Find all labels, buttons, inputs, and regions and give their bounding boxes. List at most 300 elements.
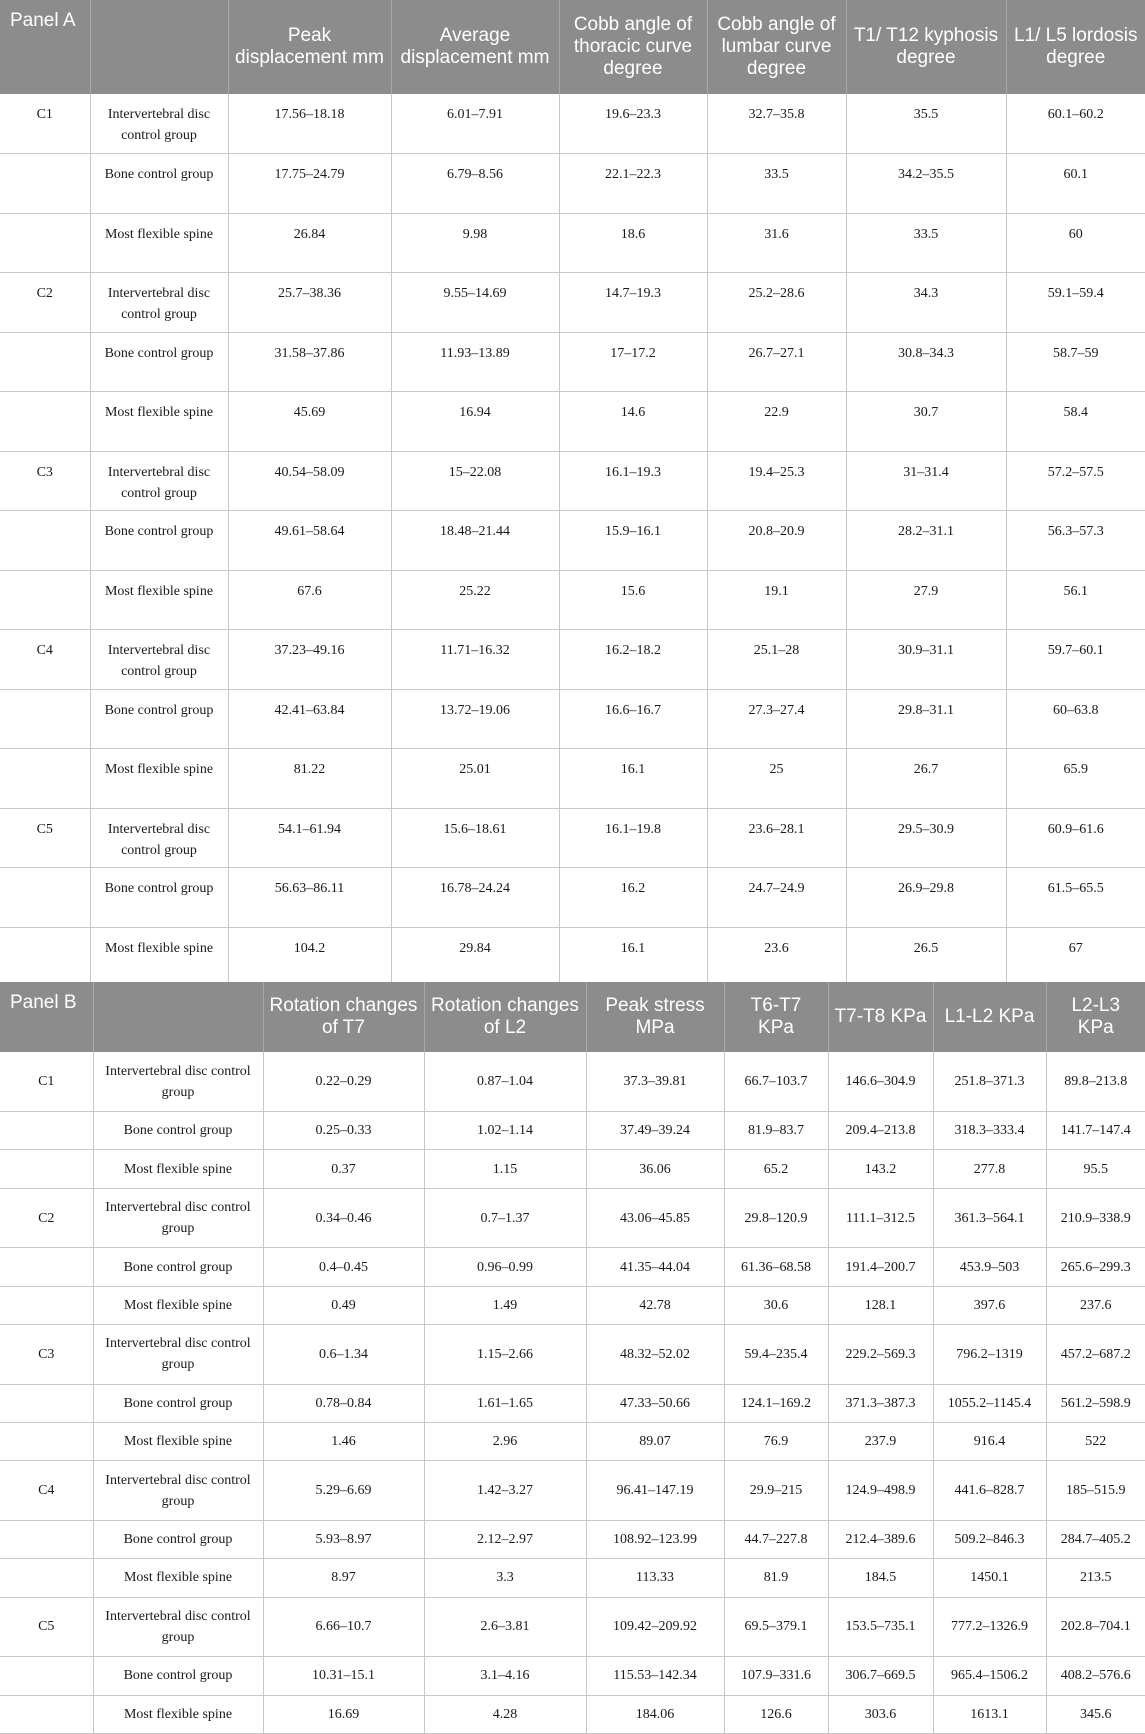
- panel-b-header-4: Peak stress MPa: [586, 982, 724, 1052]
- value-cell: 1.02–1.14: [424, 1112, 586, 1150]
- value-cell: 777.2–1326.9: [933, 1597, 1046, 1657]
- value-cell: 0.34–0.46: [263, 1188, 424, 1248]
- value-cell: 31.6: [707, 213, 846, 273]
- value-cell: 18.48–21.44: [391, 511, 559, 571]
- value-cell: 15.9–16.1: [559, 511, 707, 571]
- value-cell: 76.9: [724, 1422, 828, 1460]
- value-cell: 48.32–52.02: [586, 1325, 724, 1385]
- value-cell: 14.7–19.3: [559, 273, 707, 333]
- panel-a-body: [0, 94, 1145, 987]
- panel-a-header-0: Panel A: [0, 0, 90, 94]
- value-cell: 13.72–19.06: [391, 689, 559, 749]
- value-cell: 28.2–31.1: [846, 511, 1006, 571]
- table-row: [0, 1597, 1145, 1657]
- group-label: Most flexible spine: [93, 1695, 263, 1733]
- group-label: Most flexible spine: [90, 927, 228, 987]
- value-cell: 95.5: [1046, 1150, 1145, 1188]
- group-label: Bone control group: [90, 868, 228, 928]
- value-cell: 104.2: [228, 927, 391, 987]
- table-row: [0, 94, 1145, 154]
- group-label: Intervertebral disc control group: [90, 451, 228, 511]
- panel-a-header-7: L1/ L5 lordosis degree: [1006, 0, 1145, 94]
- value-cell: 916.4: [933, 1422, 1046, 1460]
- case-label: [0, 1657, 93, 1695]
- value-cell: 345.6: [1046, 1695, 1145, 1733]
- value-cell: 153.5–735.1: [828, 1597, 933, 1657]
- table-row: [0, 273, 1145, 333]
- case-label: [0, 1112, 93, 1150]
- value-cell: 16.2: [559, 868, 707, 928]
- value-cell: 2.12–2.97: [424, 1520, 586, 1558]
- value-cell: 37.23–49.16: [228, 630, 391, 690]
- value-cell: 108.92–123.99: [586, 1520, 724, 1558]
- value-cell: 26.84: [228, 213, 391, 273]
- value-cell: 109.42–209.92: [586, 1597, 724, 1657]
- value-cell: 128.1: [828, 1286, 933, 1324]
- value-cell: 29.9–215: [724, 1461, 828, 1521]
- panel-b-header-8: L2-L3 KPa: [1046, 982, 1145, 1052]
- value-cell: 67: [1006, 927, 1145, 987]
- value-cell: 22.9: [707, 392, 846, 452]
- table-row: [0, 689, 1145, 749]
- value-cell: 37.49–39.24: [586, 1112, 724, 1150]
- value-cell: 8.97: [263, 1559, 424, 1597]
- value-cell: 17.75–24.79: [228, 154, 391, 214]
- value-cell: 30.7: [846, 392, 1006, 452]
- group-label: Most flexible spine: [90, 749, 228, 809]
- value-cell: 16.1–19.3: [559, 451, 707, 511]
- value-cell: 29.84: [391, 927, 559, 987]
- value-cell: 65.2: [724, 1150, 828, 1188]
- value-cell: 5.93–8.97: [263, 1520, 424, 1558]
- case-label: [0, 154, 90, 214]
- value-cell: 441.6–828.7: [933, 1461, 1046, 1521]
- value-cell: 965.4–1506.2: [933, 1657, 1046, 1695]
- value-cell: 37.3–39.81: [586, 1052, 724, 1112]
- value-cell: 69.5–379.1: [724, 1597, 828, 1657]
- value-cell: 107.9–331.6: [724, 1657, 828, 1695]
- case-label: C2: [0, 273, 90, 333]
- value-cell: 96.41–147.19: [586, 1461, 724, 1521]
- group-label: Most flexible spine: [90, 570, 228, 630]
- value-cell: 11.93–13.89: [391, 332, 559, 392]
- panel-b-header-3: Rotation changes of L2: [424, 982, 586, 1052]
- group-label: Bone control group: [93, 1520, 263, 1558]
- table-row: [0, 808, 1145, 868]
- value-cell: 126.6: [724, 1695, 828, 1733]
- panel-a-header-5: Cobb angle of lumbar curve degree: [707, 0, 846, 94]
- value-cell: 1613.1: [933, 1695, 1046, 1733]
- value-cell: 81.9–83.7: [724, 1112, 828, 1150]
- table-row: [0, 1286, 1145, 1324]
- value-cell: 16.78–24.24: [391, 868, 559, 928]
- value-cell: 0.49: [263, 1286, 424, 1324]
- table-row: [0, 451, 1145, 511]
- value-cell: 43.06–45.85: [586, 1188, 724, 1248]
- table-row: [0, 1461, 1145, 1521]
- value-cell: 10.31–15.1: [263, 1657, 424, 1695]
- value-cell: 3.1–4.16: [424, 1657, 586, 1695]
- panel-b-header-7: L1-L2 KPa: [933, 982, 1046, 1052]
- value-cell: 6.79–8.56: [391, 154, 559, 214]
- value-cell: 26.7: [846, 749, 1006, 809]
- value-cell: 58.7–59: [1006, 332, 1145, 392]
- value-cell: 26.7–27.1: [707, 332, 846, 392]
- case-label: C3: [0, 451, 90, 511]
- value-cell: 1.61–1.65: [424, 1384, 586, 1422]
- table-row: [0, 392, 1145, 452]
- value-cell: 19.6–23.3: [559, 94, 707, 154]
- value-cell: 2.96: [424, 1422, 586, 1460]
- value-cell: 1.15–2.66: [424, 1325, 586, 1385]
- value-cell: 318.3–333.4: [933, 1112, 1046, 1150]
- panel-a-header-2: Peak displacement mm: [228, 0, 391, 94]
- value-cell: 1450.1: [933, 1559, 1046, 1597]
- table-row: [0, 1422, 1145, 1460]
- value-cell: 141.7–147.4: [1046, 1112, 1145, 1150]
- value-cell: 9.98: [391, 213, 559, 273]
- panel-a-header-1: [90, 0, 228, 94]
- value-cell: 25.1–28: [707, 630, 846, 690]
- table-row: [0, 630, 1145, 690]
- case-label: [0, 213, 90, 273]
- case-label: C1: [0, 94, 90, 154]
- group-label: Intervertebral disc control group: [90, 630, 228, 690]
- value-cell: 361.3–564.1: [933, 1188, 1046, 1248]
- value-cell: 6.01–7.91: [391, 94, 559, 154]
- value-cell: 306.7–669.5: [828, 1657, 933, 1695]
- value-cell: 265.6–299.3: [1046, 1248, 1145, 1286]
- value-cell: 4.28: [424, 1695, 586, 1733]
- group-label: Intervertebral disc control group: [93, 1325, 263, 1385]
- value-cell: 54.1–61.94: [228, 808, 391, 868]
- value-cell: 457.2–687.2: [1046, 1325, 1145, 1385]
- table-row: [0, 1695, 1145, 1733]
- value-cell: 60.1–60.2: [1006, 94, 1145, 154]
- table-row: [0, 332, 1145, 392]
- table-row: [0, 570, 1145, 630]
- value-cell: 56.3–57.3: [1006, 511, 1145, 571]
- value-cell: 11.71–16.32: [391, 630, 559, 690]
- case-label: [0, 1384, 93, 1422]
- value-cell: 115.53–142.34: [586, 1657, 724, 1695]
- case-label: [0, 1150, 93, 1188]
- value-cell: 14.6: [559, 392, 707, 452]
- panel-b-header-1: [93, 982, 263, 1052]
- group-label: Intervertebral disc control group: [90, 273, 228, 333]
- panel-a-header-3: Average displacement mm: [391, 0, 559, 94]
- value-cell: 47.33–50.66: [586, 1384, 724, 1422]
- case-label: [0, 1422, 93, 1460]
- group-label: Bone control group: [93, 1384, 263, 1422]
- value-cell: 30.8–34.3: [846, 332, 1006, 392]
- value-cell: 561.2–598.9: [1046, 1384, 1145, 1422]
- table-row: [0, 1657, 1145, 1695]
- case-label: [0, 332, 90, 392]
- value-cell: 89.07: [586, 1422, 724, 1460]
- value-cell: 522: [1046, 1422, 1145, 1460]
- value-cell: 213.5: [1046, 1559, 1145, 1597]
- case-label: [0, 1520, 93, 1558]
- table-row: [0, 1248, 1145, 1286]
- value-cell: 1055.2–1145.4: [933, 1384, 1046, 1422]
- table-row: [0, 749, 1145, 809]
- table-row: [0, 154, 1145, 214]
- value-cell: 0.96–0.99: [424, 1248, 586, 1286]
- panel-b-header-0: Panel B: [0, 982, 93, 1052]
- value-cell: 284.7–405.2: [1046, 1520, 1145, 1558]
- value-cell: 81.9: [724, 1559, 828, 1597]
- value-cell: 31.58–37.86: [228, 332, 391, 392]
- case-label: C4: [0, 1461, 93, 1521]
- value-cell: 26.5: [846, 927, 1006, 987]
- value-cell: 16.1: [559, 927, 707, 987]
- panel-a-header-row: [0, 0, 1145, 94]
- value-cell: 32.7–35.8: [707, 94, 846, 154]
- value-cell: 34.3: [846, 273, 1006, 333]
- value-cell: 66.7–103.7: [724, 1052, 828, 1112]
- value-cell: 0.4–0.45: [263, 1248, 424, 1286]
- group-label: Bone control group: [90, 689, 228, 749]
- value-cell: 124.1–169.2: [724, 1384, 828, 1422]
- value-cell: 113.33: [586, 1559, 724, 1597]
- value-cell: 303.6: [828, 1695, 933, 1733]
- value-cell: 184.06: [586, 1695, 724, 1733]
- table-row: [0, 1052, 1145, 1112]
- value-cell: 59.7–60.1: [1006, 630, 1145, 690]
- case-label: C2: [0, 1188, 93, 1248]
- value-cell: 0.22–0.29: [263, 1052, 424, 1112]
- value-cell: 40.54–58.09: [228, 451, 391, 511]
- value-cell: 60.1: [1006, 154, 1145, 214]
- case-label: [0, 570, 90, 630]
- case-label: [0, 689, 90, 749]
- value-cell: 61.5–65.5: [1006, 868, 1145, 928]
- value-cell: 0.87–1.04: [424, 1052, 586, 1112]
- group-label: Most flexible spine: [93, 1150, 263, 1188]
- value-cell: 202.8–704.1: [1046, 1597, 1145, 1657]
- group-label: Bone control group: [90, 154, 228, 214]
- value-cell: 24.7–24.9: [707, 868, 846, 928]
- value-cell: 57.2–57.5: [1006, 451, 1145, 511]
- value-cell: 56.1: [1006, 570, 1145, 630]
- value-cell: 30.6: [724, 1286, 828, 1324]
- value-cell: 0.78–0.84: [263, 1384, 424, 1422]
- value-cell: 17–17.2: [559, 332, 707, 392]
- table-row: [0, 1112, 1145, 1150]
- value-cell: 237.9: [828, 1422, 933, 1460]
- group-label: Bone control group: [90, 511, 228, 571]
- value-cell: 59.1–59.4: [1006, 273, 1145, 333]
- case-label: C1: [0, 1052, 93, 1112]
- value-cell: 25: [707, 749, 846, 809]
- case-label: [0, 1695, 93, 1733]
- value-cell: 16.69: [263, 1695, 424, 1733]
- value-cell: 19.1: [707, 570, 846, 630]
- value-cell: 34.2–35.5: [846, 154, 1006, 214]
- table-row: [0, 1559, 1145, 1597]
- value-cell: 60–63.8: [1006, 689, 1145, 749]
- group-label: Most flexible spine: [93, 1286, 263, 1324]
- panel-a-header-6: T1/ T12 kyphosis degree: [846, 0, 1006, 94]
- value-cell: 796.2–1319: [933, 1325, 1046, 1385]
- value-cell: 81.22: [228, 749, 391, 809]
- value-cell: 16.1–19.8: [559, 808, 707, 868]
- value-cell: 3.3: [424, 1559, 586, 1597]
- value-cell: 29.8–120.9: [724, 1188, 828, 1248]
- value-cell: 453.9–503: [933, 1248, 1046, 1286]
- value-cell: 45.69: [228, 392, 391, 452]
- value-cell: 61.36–68.58: [724, 1248, 828, 1286]
- value-cell: 20.8–20.9: [707, 511, 846, 571]
- value-cell: 210.9–338.9: [1046, 1188, 1145, 1248]
- value-cell: 0.6–1.34: [263, 1325, 424, 1385]
- value-cell: 146.6–304.9: [828, 1052, 933, 1112]
- value-cell: 89.8–213.8: [1046, 1052, 1145, 1112]
- value-cell: 212.4–389.6: [828, 1520, 933, 1558]
- group-label: Intervertebral disc control group: [93, 1597, 263, 1657]
- value-cell: 509.2–846.3: [933, 1520, 1046, 1558]
- value-cell: 16.94: [391, 392, 559, 452]
- group-label: Intervertebral disc control group: [93, 1188, 263, 1248]
- case-label: [0, 1248, 93, 1286]
- value-cell: 6.66–10.7: [263, 1597, 424, 1657]
- value-cell: 5.29–6.69: [263, 1461, 424, 1521]
- panel-b-header-row: [0, 982, 1145, 1052]
- value-cell: 60: [1006, 213, 1145, 273]
- table-row: [0, 1325, 1145, 1385]
- case-label: [0, 749, 90, 809]
- value-cell: 42.78: [586, 1286, 724, 1324]
- value-cell: 26.9–29.8: [846, 868, 1006, 928]
- case-label: [0, 511, 90, 571]
- table-row: [0, 927, 1145, 987]
- value-cell: 251.8–371.3: [933, 1052, 1046, 1112]
- value-cell: 15.6–18.61: [391, 808, 559, 868]
- value-cell: 16.2–18.2: [559, 630, 707, 690]
- value-cell: 59.4–235.4: [724, 1325, 828, 1385]
- panel-b-header-2: Rotation changes of T7: [263, 982, 424, 1052]
- panel-b-table: [0, 982, 1145, 1734]
- value-cell: 1.46: [263, 1422, 424, 1460]
- group-label: Bone control group: [90, 332, 228, 392]
- case-label: C4: [0, 630, 90, 690]
- value-cell: 67.6: [228, 570, 391, 630]
- value-cell: 397.6: [933, 1286, 1046, 1324]
- value-cell: 184.5: [828, 1559, 933, 1597]
- value-cell: 33.5: [707, 154, 846, 214]
- value-cell: 23.6: [707, 927, 846, 987]
- group-label: Most flexible spine: [93, 1559, 263, 1597]
- value-cell: 0.37: [263, 1150, 424, 1188]
- table-row: [0, 511, 1145, 571]
- value-cell: 229.2–569.3: [828, 1325, 933, 1385]
- value-cell: 49.61–58.64: [228, 511, 391, 571]
- value-cell: 33.5: [846, 213, 1006, 273]
- value-cell: 36.06: [586, 1150, 724, 1188]
- value-cell: 1.15: [424, 1150, 586, 1188]
- value-cell: 17.56–18.18: [228, 94, 391, 154]
- group-label: Most flexible spine: [90, 213, 228, 273]
- value-cell: 124.9–498.9: [828, 1461, 933, 1521]
- value-cell: 44.7–227.8: [724, 1520, 828, 1558]
- value-cell: 25.01: [391, 749, 559, 809]
- value-cell: 237.6: [1046, 1286, 1145, 1324]
- value-cell: 22.1–22.3: [559, 154, 707, 214]
- value-cell: 16.1: [559, 749, 707, 809]
- value-cell: 30.9–31.1: [846, 630, 1006, 690]
- value-cell: 25.22: [391, 570, 559, 630]
- case-label: C5: [0, 808, 90, 868]
- value-cell: 18.6: [559, 213, 707, 273]
- value-cell: 111.1–312.5: [828, 1188, 933, 1248]
- value-cell: 277.8: [933, 1150, 1046, 1188]
- value-cell: 25.2–28.6: [707, 273, 846, 333]
- group-label: Bone control group: [93, 1657, 263, 1695]
- group-label: Intervertebral disc control group: [93, 1052, 263, 1112]
- group-label: Intervertebral disc control group: [90, 94, 228, 154]
- value-cell: 15.6: [559, 570, 707, 630]
- group-label: Intervertebral disc control group: [93, 1461, 263, 1521]
- value-cell: 29.8–31.1: [846, 689, 1006, 749]
- value-cell: 1.49: [424, 1286, 586, 1324]
- value-cell: 9.55–14.69: [391, 273, 559, 333]
- value-cell: 0.25–0.33: [263, 1112, 424, 1150]
- value-cell: 27.3–27.4: [707, 689, 846, 749]
- case-label: [0, 1559, 93, 1597]
- group-label: Bone control group: [93, 1112, 263, 1150]
- value-cell: 31–31.4: [846, 451, 1006, 511]
- table-row: [0, 1384, 1145, 1422]
- case-label: [0, 392, 90, 452]
- value-cell: 25.7–38.36: [228, 273, 391, 333]
- group-label: Most flexible spine: [90, 392, 228, 452]
- value-cell: 56.63–86.11: [228, 868, 391, 928]
- value-cell: 16.6–16.7: [559, 689, 707, 749]
- value-cell: 23.6–28.1: [707, 808, 846, 868]
- value-cell: 408.2–576.6: [1046, 1657, 1145, 1695]
- case-label: [0, 927, 90, 987]
- value-cell: 42.41–63.84: [228, 689, 391, 749]
- value-cell: 371.3–387.3: [828, 1384, 933, 1422]
- case-label: [0, 1286, 93, 1324]
- table-row: [0, 213, 1145, 273]
- table-row: [0, 1150, 1145, 1188]
- value-cell: 58.4: [1006, 392, 1145, 452]
- group-label: Intervertebral disc control group: [90, 808, 228, 868]
- value-cell: 15–22.08: [391, 451, 559, 511]
- panel-b-body: [0, 1052, 1145, 1734]
- group-label: Most flexible spine: [93, 1422, 263, 1460]
- value-cell: 35.5: [846, 94, 1006, 154]
- panel-b-header-6: T7-T8 KPa: [828, 982, 933, 1052]
- table-row: [0, 1188, 1145, 1248]
- value-cell: 27.9: [846, 570, 1006, 630]
- case-label: C5: [0, 1597, 93, 1657]
- value-cell: 191.4–200.7: [828, 1248, 933, 1286]
- value-cell: 41.35–44.04: [586, 1248, 724, 1286]
- value-cell: 0.7–1.37: [424, 1188, 586, 1248]
- panel-a-header-4: Cobb angle of thoracic curve degree: [559, 0, 707, 94]
- value-cell: 19.4–25.3: [707, 451, 846, 511]
- case-label: C3: [0, 1325, 93, 1385]
- value-cell: 29.5–30.9: [846, 808, 1006, 868]
- value-cell: 2.6–3.81: [424, 1597, 586, 1657]
- value-cell: 1.42–3.27: [424, 1461, 586, 1521]
- value-cell: 143.2: [828, 1150, 933, 1188]
- panel-b-header-5: T6-T7 KPa: [724, 982, 828, 1052]
- value-cell: 60.9–61.6: [1006, 808, 1145, 868]
